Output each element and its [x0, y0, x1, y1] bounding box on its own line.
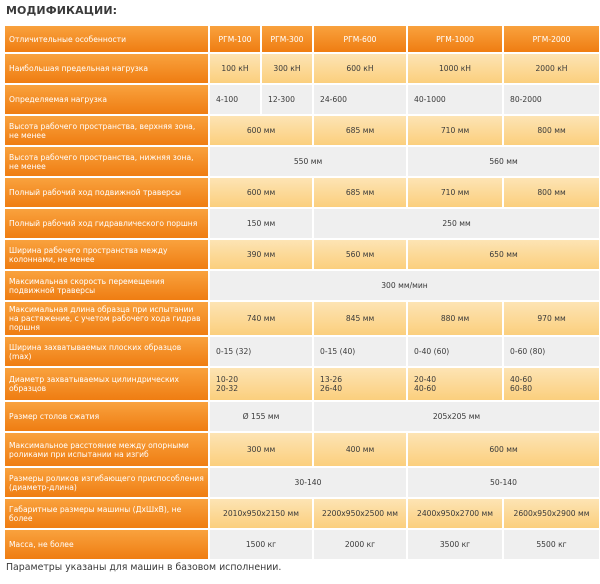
cell-value: 1500 кг: [210, 530, 312, 559]
row-label: Ширина захватываемых плоских образцов (max): [5, 337, 208, 366]
table-row: [5, 209, 599, 238]
cell-value: 2600х950х2900 мм: [504, 499, 599, 528]
row-label: Высота рабочего пространства, нижняя зона, не менее: [5, 147, 208, 176]
cell-value: 740 мм: [210, 302, 312, 335]
row-label: Полный рабочий ход подвижной траверсы: [5, 178, 208, 207]
table-row: [5, 433, 599, 466]
cell-value: 300 мм/мин: [210, 271, 599, 300]
cell-value: 40-1000: [408, 85, 502, 114]
cell-value: 400 мм: [314, 433, 406, 466]
page-title: МОДИФИКАЦИИ:: [6, 4, 118, 17]
feature-header: Отличительные особенности: [5, 26, 208, 52]
cell-value: 300 кН: [262, 54, 312, 83]
cell-value: 845 мм: [314, 302, 406, 335]
model-header-rgm-2000: РГМ-2000: [504, 26, 599, 52]
cell-line: 10-20: [216, 375, 239, 384]
cell-value: 600 мм: [210, 116, 312, 145]
cell-value: 0-40 (60): [408, 337, 502, 366]
cell-value: 800 мм: [504, 178, 599, 207]
table-row: [5, 54, 599, 83]
table-row: [5, 271, 599, 300]
cell-value: 600 мм: [210, 178, 312, 207]
row-label: Размеры роликов изгибающего приспособления (диаметр-длина): [5, 468, 208, 497]
cell-value: 600 мм: [408, 433, 599, 466]
cell-value: 150 мм: [210, 209, 312, 238]
cell-value: 550 мм: [210, 147, 406, 176]
row-label: Габаритные размеры машины (ДхШхВ), не более: [5, 499, 208, 528]
row-label: Ширина рабочего пространства между колоннами, не менее: [5, 240, 208, 269]
cell-value: Ø 155 мм: [210, 402, 312, 431]
cell-line: 13-26: [320, 375, 343, 384]
table-row: [5, 302, 599, 335]
cell-value: 100 кН: [210, 54, 260, 83]
cell-value: 800 мм: [504, 116, 599, 145]
table-row: [5, 337, 599, 366]
cell-value: 205х205 мм: [314, 402, 599, 431]
cell-value: [408, 368, 502, 400]
table-row: [5, 178, 599, 207]
row-label: Наибольшая предельная нагрузка: [5, 54, 208, 83]
table-row: [5, 85, 599, 114]
table-row: [5, 147, 599, 176]
row-label: Диаметр захватываемых цилиндрических образцов: [5, 368, 208, 400]
table-row: [5, 402, 599, 431]
model-header-rgm-600: РГМ-600: [314, 26, 406, 52]
row-label: Максимальная скорость перемещения подвижной траверсы: [5, 271, 208, 300]
row-label: Максимальное расстояние между опорными роликами при испытании на изгиб: [5, 433, 208, 466]
table-row: [5, 499, 599, 528]
model-header-rgm-300: РГМ-300: [262, 26, 312, 52]
cell-value: 685 мм: [314, 116, 406, 145]
cell-value: [210, 368, 312, 400]
row-label: Максимальная длина образца при испытании на растяжение, с учетом рабочего хода гидрав поршня: [5, 302, 208, 335]
row-label: Определяемая нагрузка: [5, 85, 208, 114]
table-row: [5, 116, 599, 145]
cell-value: [504, 368, 599, 400]
cell-value: 12-300: [262, 85, 312, 114]
cell-line: 40-60: [414, 384, 437, 393]
cell-value: 1000 кН: [408, 54, 502, 83]
cell-value: 0-15 (32): [210, 337, 312, 366]
cell-value: 4-100: [210, 85, 260, 114]
cell-value: 3500 кг: [408, 530, 502, 559]
row-label: Размер столов сжатия: [5, 402, 208, 431]
cell-line: 40-60: [510, 375, 533, 384]
cell-value: 2400х950х2700 мм: [408, 499, 502, 528]
cell-value: 2200х950х2500 мм: [314, 499, 406, 528]
footnote: Параметры указаны для машин в базовом исполнении.: [6, 562, 282, 573]
specs-table: [3, 24, 600, 561]
table-row: [5, 368, 599, 400]
cell-value: 250 мм: [314, 209, 599, 238]
cell-value: 2000 кН: [504, 54, 599, 83]
row-label: Полный рабочий ход гидравлического поршня: [5, 209, 208, 238]
row-label: Масса, не более: [5, 530, 208, 559]
cell-value: 300 мм: [210, 433, 312, 466]
cell-value: 2010х950х2150 мм: [210, 499, 312, 528]
cell-value: 2000 кг: [314, 530, 406, 559]
cell-value: 710 мм: [408, 178, 502, 207]
cell-line: 60-80: [510, 384, 533, 393]
cell-value: 5500 кг: [504, 530, 599, 559]
cell-value: 50-140: [408, 468, 599, 497]
table-row: [5, 468, 599, 497]
table-row: [5, 240, 599, 269]
cell-line: 20-40: [414, 375, 437, 384]
cell-value: 560 мм: [408, 147, 599, 176]
cell-value: 30-140: [210, 468, 406, 497]
cell-value: 600 кН: [314, 54, 406, 83]
cell-value: 0-15 (40): [314, 337, 406, 366]
model-header-rgm-100: РГМ-100: [210, 26, 260, 52]
cell-value: 970 мм: [504, 302, 599, 335]
cell-value: 0-60 (80): [504, 337, 599, 366]
cell-value: 880 мм: [408, 302, 502, 335]
cell-value: 710 мм: [408, 116, 502, 145]
cell-value: 80-2000: [504, 85, 599, 114]
cell-value: 685 мм: [314, 178, 406, 207]
table-row: [5, 530, 599, 559]
cell-value: 24-600: [314, 85, 406, 114]
cell-line: 26-40: [320, 384, 343, 393]
cell-value: 560 мм: [314, 240, 406, 269]
table-header-row: [5, 26, 599, 52]
cell-value: 650 мм: [408, 240, 599, 269]
cell-value: 390 мм: [210, 240, 312, 269]
cell-value: [314, 368, 406, 400]
cell-line: 20-32: [216, 384, 239, 393]
model-header-rgm-1000: РГМ-1000: [408, 26, 502, 52]
row-label: Высота рабочего пространства, верхняя зона, не менее: [5, 116, 208, 145]
